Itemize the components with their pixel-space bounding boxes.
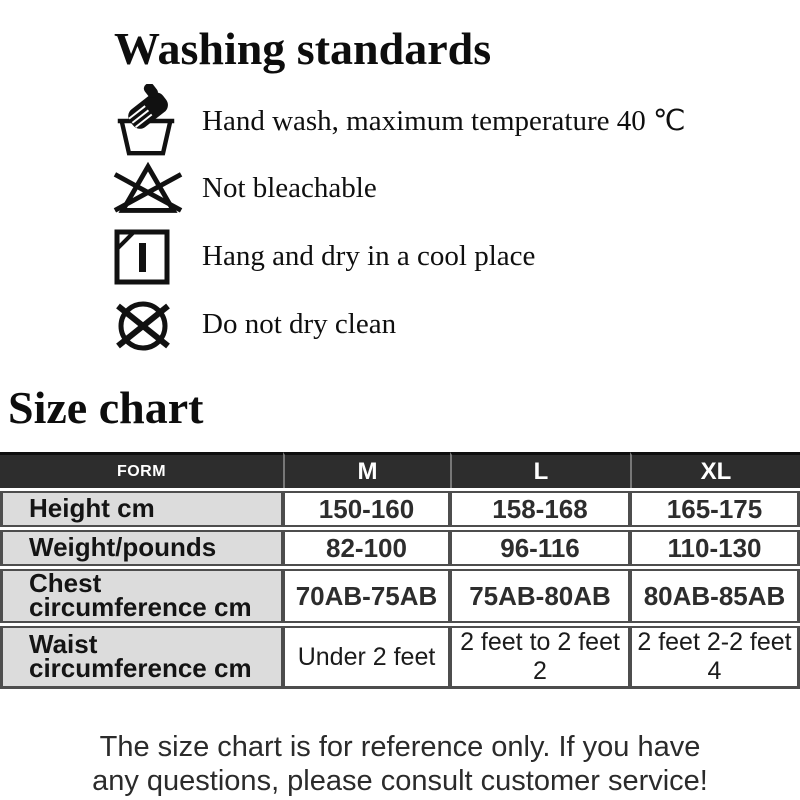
cell-value: 96-116 (450, 530, 630, 566)
cell-value: 80AB-85AB (630, 569, 800, 623)
size-chart-section (0, 383, 800, 692)
wash-item-label: Do not dry clean (202, 308, 397, 341)
cell-value: 165-175 (630, 491, 800, 527)
cell-value: 158-168 (450, 491, 630, 527)
hand-wash-icon (112, 84, 184, 158)
cell-value: 70AB-75AB (283, 569, 450, 623)
row-label: Waist circumference cm (0, 626, 283, 689)
col-header-form: FORM (0, 452, 283, 488)
cell-value: 2 feet to 2 feet 2 (450, 626, 630, 689)
wash-item-no-bleach (112, 157, 800, 221)
cell-value: Under 2 feet (283, 626, 450, 689)
size-chart-title: Size chart (8, 381, 204, 433)
col-header-xl: XL (630, 452, 800, 488)
col-header-l: L (450, 452, 630, 488)
size-table (0, 449, 800, 692)
cell-value: 2 feet 2-2 feet 4 (630, 626, 800, 689)
table-row-weight (0, 530, 800, 566)
row-label: Chest circumference cm (0, 569, 283, 623)
wash-item-label: Hand wash, maximum temperature 40 ℃ (202, 105, 686, 138)
do-not-dry-clean-icon (112, 295, 184, 355)
row-label: Height cm (0, 491, 283, 527)
wash-item-label: Not bleachable (202, 172, 377, 205)
cell-value: 150-160 (283, 491, 450, 527)
do-not-bleach-icon (112, 161, 184, 217)
wash-item-no-dry-clean (112, 293, 800, 357)
wash-item-label: Hang and dry in a cool place (202, 240, 536, 273)
wash-item-hang-dry (112, 225, 800, 289)
wash-item-hand-wash (112, 89, 800, 153)
hang-dry-icon (112, 227, 184, 287)
col-header-m: M (283, 452, 450, 488)
cell-value: 82-100 (283, 530, 450, 566)
table-row-chest (0, 569, 800, 623)
washing-standards-title: Washing standards (114, 23, 492, 74)
footer-line: The size chart is for reference only. If you have (99, 731, 701, 763)
table-row-height (0, 491, 800, 527)
footer-note (0, 730, 800, 798)
table-row-waist (0, 626, 800, 689)
footer-line: any questions, please consult customer service! (92, 765, 708, 798)
cell-value: 110-130 (630, 530, 800, 566)
table-header-row (0, 452, 800, 488)
row-label: Weight/pounds (0, 530, 283, 566)
cell-value: 75AB-80AB (450, 569, 630, 623)
washing-standards-section (0, 0, 800, 357)
